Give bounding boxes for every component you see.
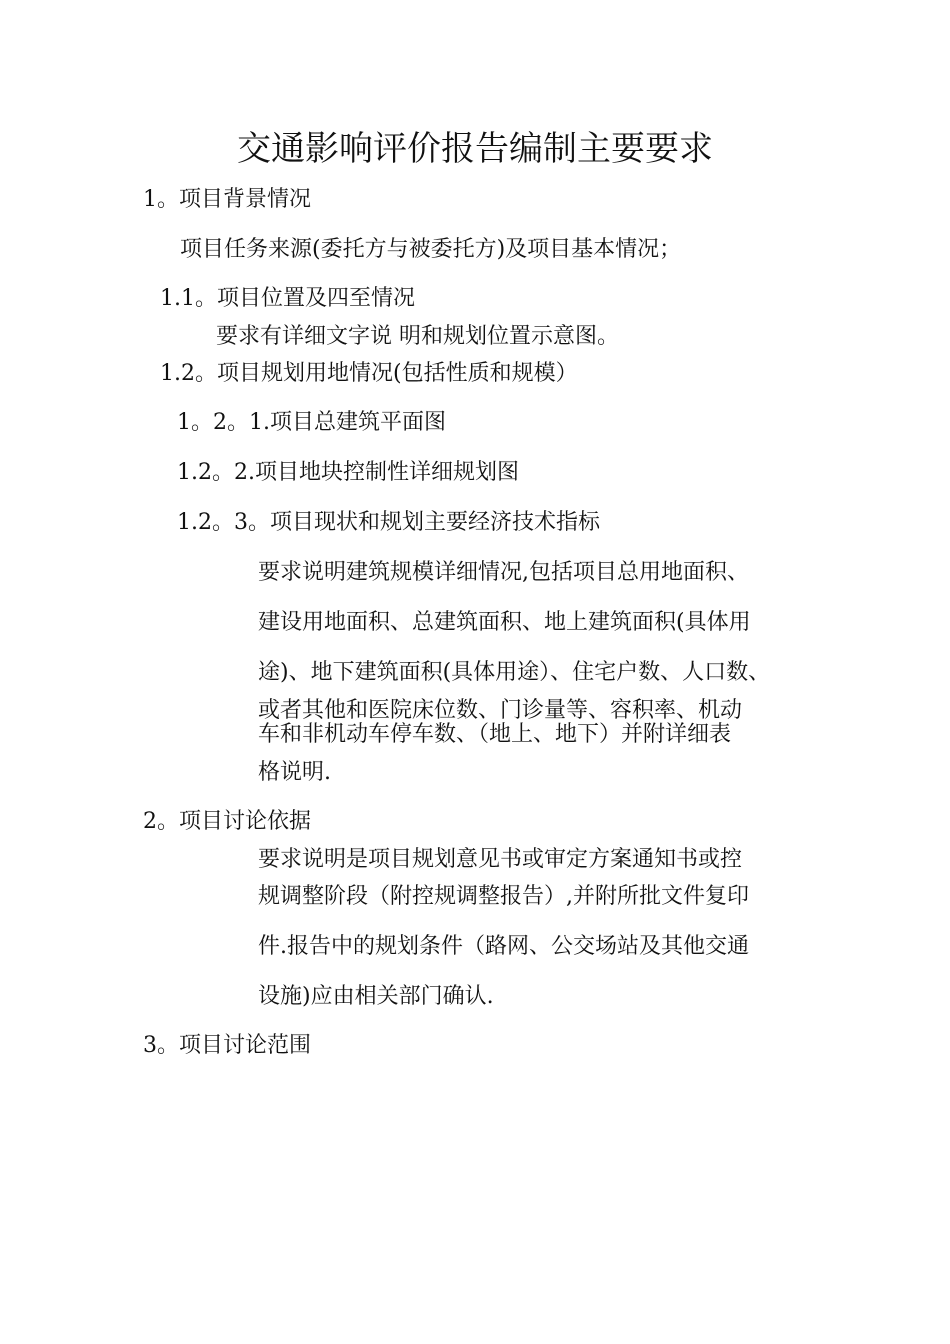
paragraph-line: 车和非机动车停车数、（地上、地下）并附详细表 — [258, 722, 732, 747]
list-item-1-2-2: 1.2。2.项目地块控制性详细规划图 — [177, 460, 519, 485]
paragraph-line: 或者其他和医院床位数、门诊量等、容积率、机动 — [258, 698, 743, 723]
subsection-1-1-text: 要求有详细文字说 明和规划位置示意图。 — [216, 324, 619, 349]
paragraph-line: 要求说明是项目规划意见书或审定方案通知书或控 — [258, 847, 743, 872]
section-1-heading: 1。项目背景情况 — [143, 187, 311, 212]
subsection-1-1-heading: 1.1。项目位置及四至情况 — [160, 286, 415, 311]
list-item-1-2-1: 1。2。1.项目总建筑平面图 — [177, 410, 446, 435]
paragraph-line: 格说明. — [258, 760, 331, 785]
paragraph-line: 设施)应由相关部门确认. — [258, 984, 494, 1009]
section-1-intro: 项目任务来源(委托方与被委托方)及项目基本情况； — [180, 237, 682, 262]
paragraph-line: 件.报告中的规划条件（路网、公交场站及其他交通 — [258, 934, 749, 959]
list-item-1-2-3: 1.2。3。项目现状和规划主要经济技术指标 — [177, 510, 600, 535]
paragraph-line: 建设用地面积、总建筑面积、地上建筑面积(具体用 — [258, 610, 751, 635]
section-3-heading: 3。项目讨论范围 — [143, 1033, 311, 1058]
section-2-heading: 2。项目讨论依据 — [143, 809, 311, 834]
paragraph-line: 途)、地下建筑面积(具体用途）、住宅户数、人口数、 — [258, 660, 771, 685]
subsection-1-2-heading: 1.2。项目规划用地情况(包括性质和规模） — [160, 361, 578, 386]
paragraph-line: 规调整阶段（附控规调整报告）,并附所批文件复印 — [258, 884, 749, 909]
paragraph-line: 要求说明建筑规模详细情况,包括项目总用地面积、 — [258, 560, 749, 585]
document-title: 交通影响评价报告编制主要要求 — [237, 129, 713, 169]
